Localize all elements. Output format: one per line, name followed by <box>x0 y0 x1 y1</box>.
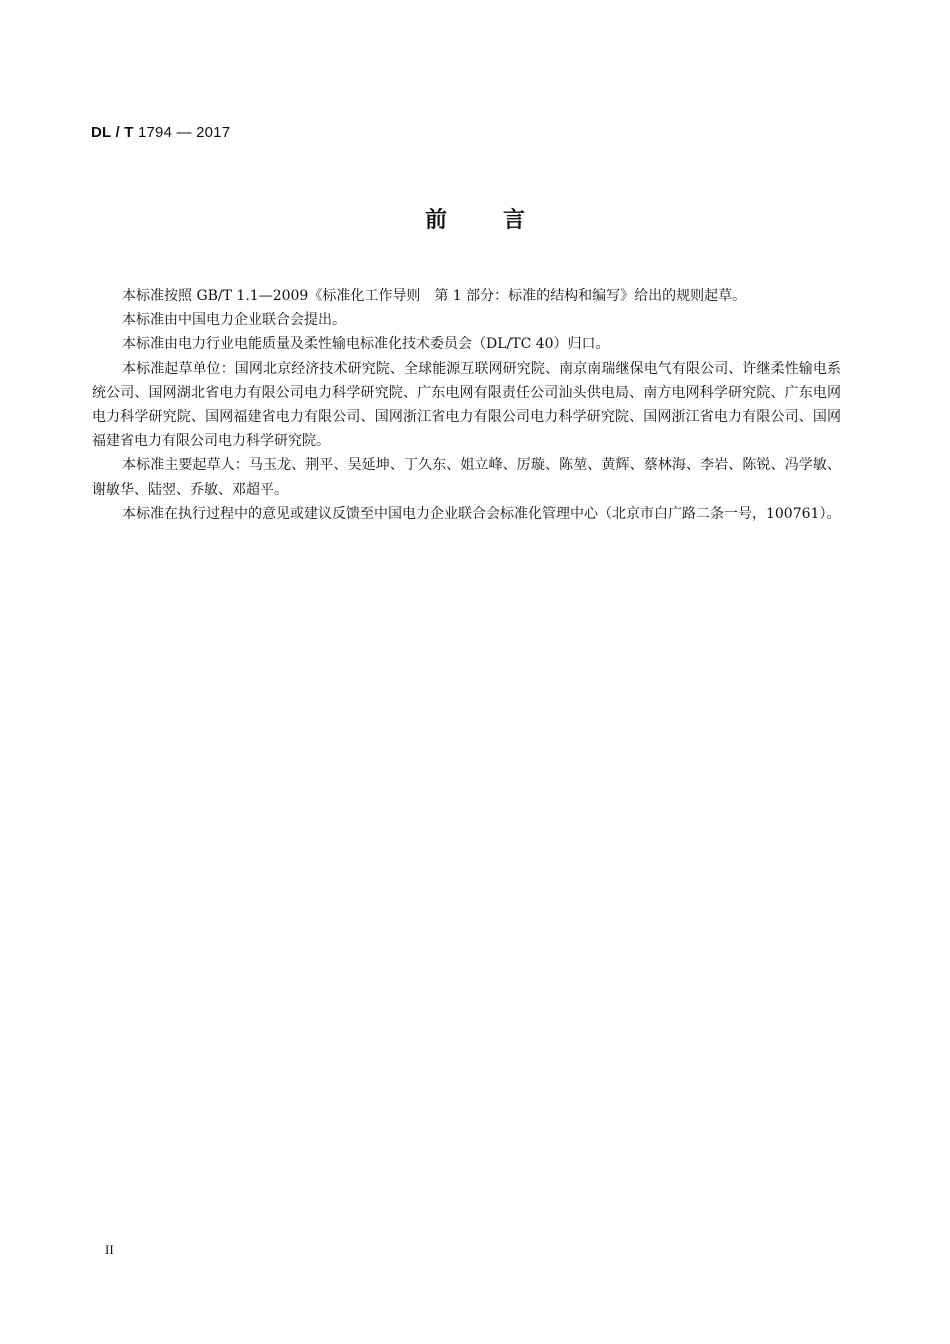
standard-code <box>91 124 230 141</box>
paragraph-feedback: 本标准在执行过程中的意见或建议反馈至中国电力企业联合会标准化管理中心（北京市白广路二条一号，100761）。 <box>122 505 841 522</box>
page-number: II <box>105 1242 114 1257</box>
paragraph-main-drafters: 本标准主要起草人：马玉龙、荆平、吴延坤、丁久东、姐立峰、厉璇、陈堃、黄辉、蔡林海、李岩、陈锐、冯学敏、谢敏华、陆翌、乔敏、邓超平。 <box>92 457 841 498</box>
standard-code-number: 1794 — 2017 <box>133 124 231 141</box>
paragraph-drafting-rules: 本标准按照 GB/T 1.1—2009《标准化工作导则 第 1 部分：标准的结构和编写》给出的规则起草。 <box>122 288 747 304</box>
paragraph-proposer: 本标准由中国电力企业联合会提出。 <box>122 312 346 329</box>
paragraph-centralized-management: 本标准由电力行业电能质量及柔性输电标准化技术委员会（DL/TC 40）归口。 <box>122 336 610 353</box>
page-title: 前言 <box>424 208 581 233</box>
foreword-body <box>92 284 841 526</box>
paragraph-drafting-units: 本标准起草单位：国网北京经济技术研究院、全球能源互联网研究院、南京南瑞继保电气有限公司、许继柔性输电系统公司、国网湖北省电力有限公司电力科学研究院、广东电网有限责任公司汕头供电局、南方电网科学研究院、广东电网电力科学研究院、国网福建省电力有限公司、国网浙江省电力有限公司电力科学研究院、国网浙江省电力有限公司、国网福建省电力有限公司电力科学研究院。 <box>92 360 841 450</box>
standard-code-prefix: DL / T <box>91 124 134 141</box>
